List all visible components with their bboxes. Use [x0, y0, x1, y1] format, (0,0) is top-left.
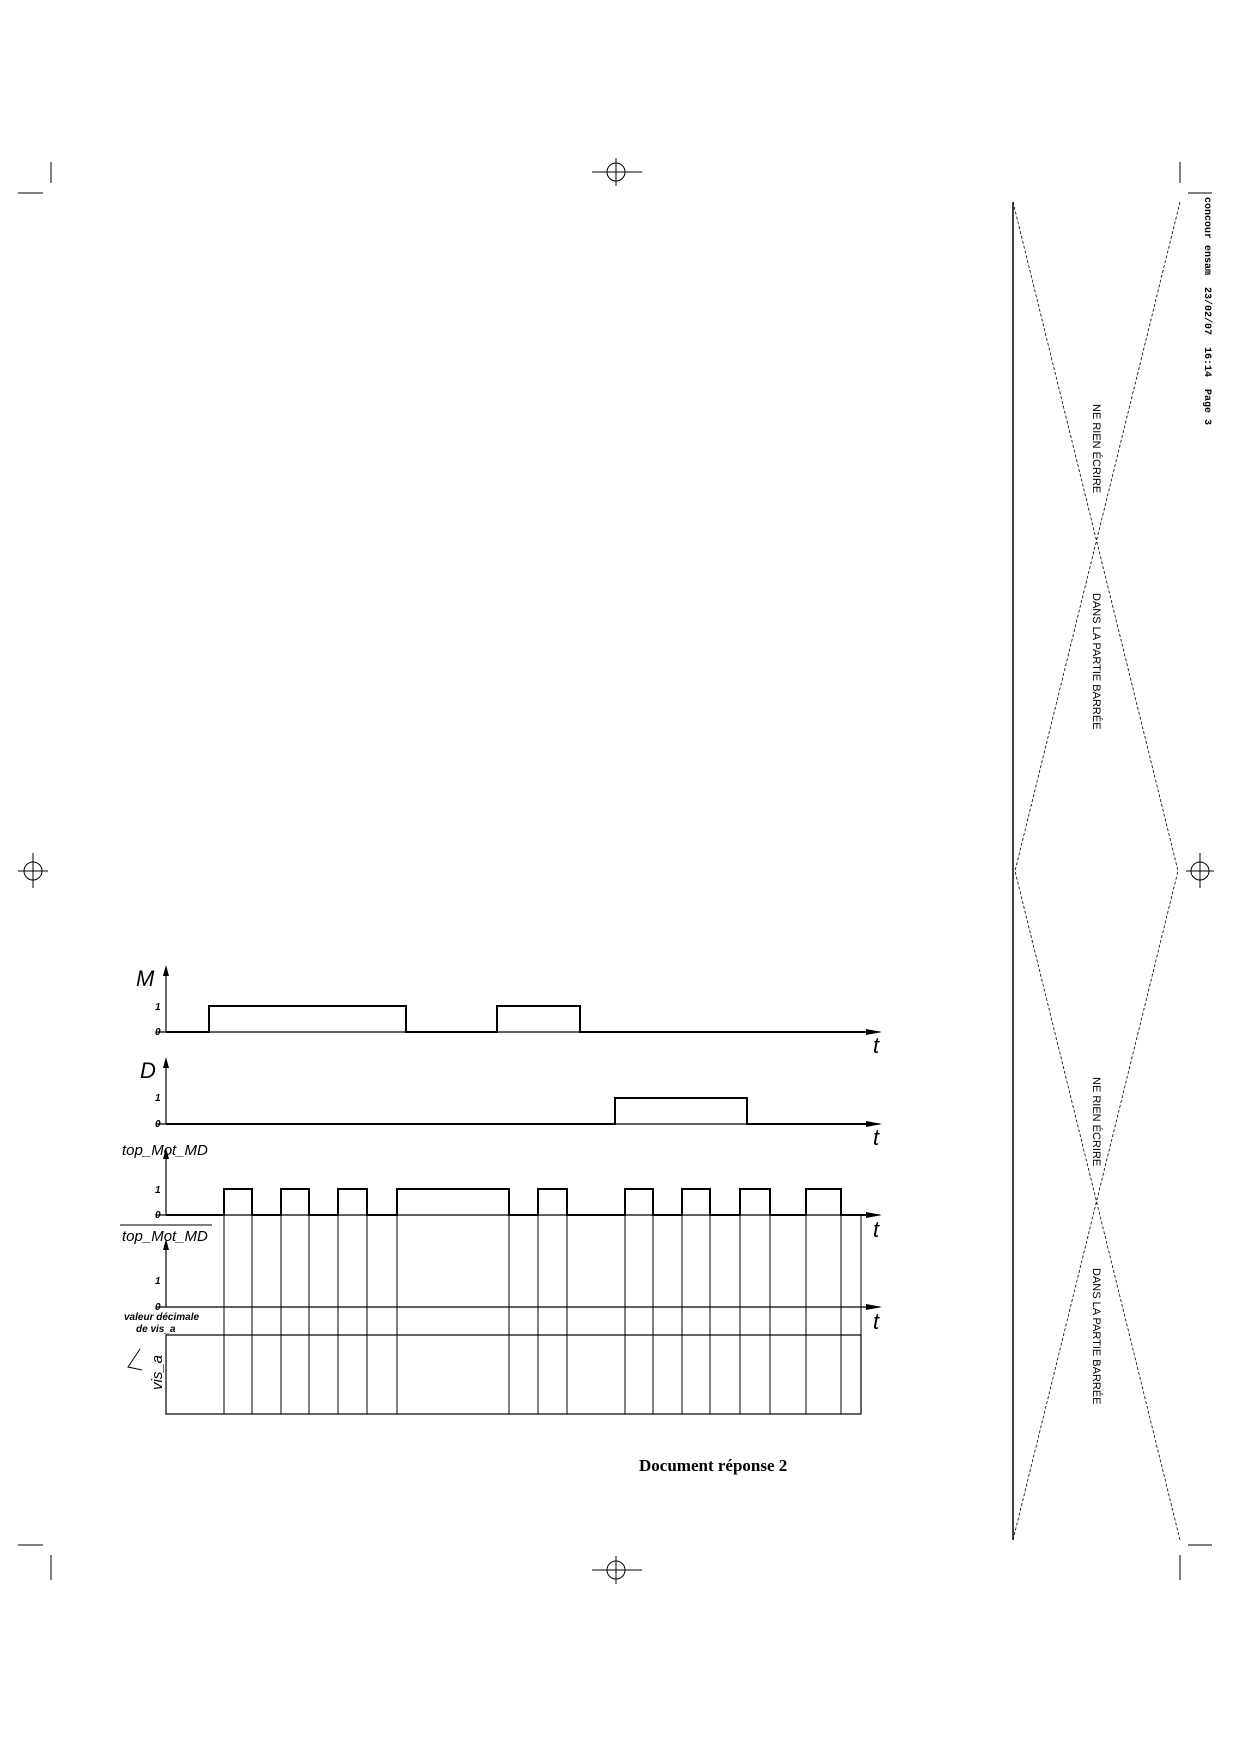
vis-a-strip	[166, 1335, 861, 1414]
level-0-label: 0	[155, 1210, 161, 1221]
signal-name-top-mot-md: top_Mot_MD	[122, 1142, 208, 1159]
level-1-label: 1	[155, 1276, 161, 1287]
vis-a-note-line2: de vis_a	[136, 1324, 176, 1335]
no-write-label: NE RIEN ÉCRIRE	[1090, 404, 1102, 494]
level-1-label: 1	[155, 1093, 161, 1104]
vis-a-note-line1: valeur décimale	[124, 1312, 200, 1323]
registration-mark-bottom	[592, 1556, 642, 1584]
waveform	[166, 1098, 866, 1124]
signal-m	[156, 965, 882, 1035]
signal-name-d: D	[140, 1058, 156, 1083]
waveform	[166, 1189, 866, 1215]
no-write-label: DANS LA PARTIE BARRÉE	[1090, 1268, 1102, 1405]
timing-diagram	[120, 965, 882, 1414]
axis-arrow	[163, 965, 169, 976]
print-header: concour ensam 23/02/07 16:14 Page 3	[1201, 197, 1212, 426]
level-1-label: 1	[155, 1185, 161, 1196]
time-division-lines	[224, 1215, 861, 1414]
signal-name-vis-a: vis_a	[149, 1354, 166, 1390]
time-axis-label: t	[873, 1309, 880, 1334]
no-write-label: DANS LA PARTIE BARRÉE	[1090, 593, 1102, 730]
no-write-label: NE RIEN ÉCRIRE	[1090, 1077, 1102, 1167]
time-axis-label: t	[873, 1125, 880, 1150]
timing-labels	[122, 966, 880, 1390]
signal-name-top-mot-md-bar: top_Mot_MD	[122, 1228, 208, 1245]
registration-mark-right	[1186, 853, 1214, 888]
annotation-pointer	[128, 1349, 142, 1370]
level-1-label: 1	[155, 1002, 161, 1013]
signal-top-mot-md	[156, 1148, 882, 1218]
level-0-label: 0	[155, 1027, 161, 1038]
axis-arrow	[163, 1057, 169, 1068]
document-title: Document réponse 2	[639, 1456, 788, 1475]
signal-name-m: M	[136, 966, 155, 991]
crop-marks	[18, 162, 1212, 1580]
time-axis-label: t	[873, 1033, 880, 1058]
signal-top-mot-md-bar	[156, 1239, 882, 1310]
signal-d	[156, 1057, 882, 1127]
waveform	[166, 1006, 866, 1032]
registration-mark-top	[592, 158, 642, 186]
level-0-label: 0	[155, 1302, 161, 1313]
registration-mark-left	[18, 853, 48, 888]
level-0-label: 0	[155, 1119, 161, 1130]
time-axis-label: t	[873, 1217, 880, 1242]
